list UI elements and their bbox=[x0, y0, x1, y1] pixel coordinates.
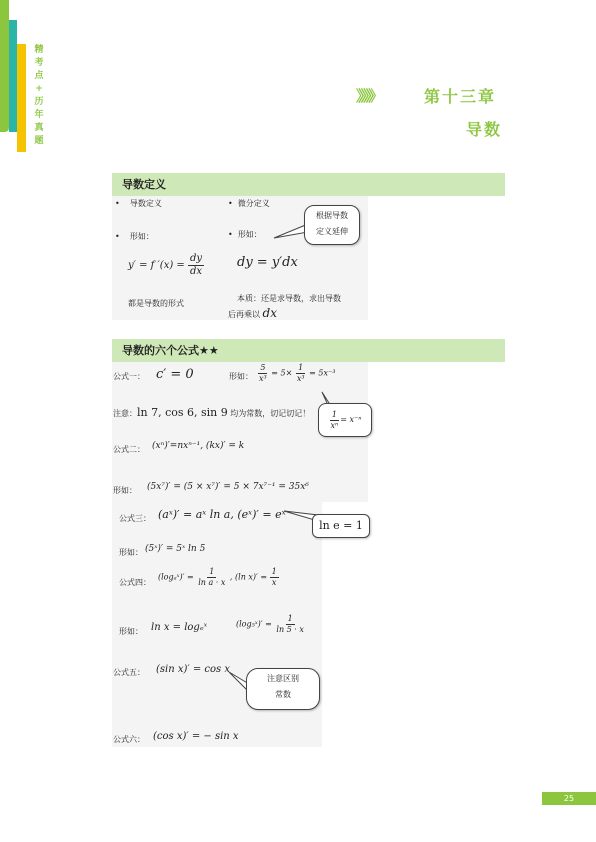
page-number: 25 bbox=[563, 794, 575, 803]
callout-ln-e: ln e = 1 bbox=[312, 514, 370, 538]
note-var: dx bbox=[262, 306, 277, 320]
formula4-example1: ln x = logₑˣ bbox=[151, 622, 208, 633]
bullet-form-right: • 形如： bbox=[228, 230, 262, 239]
note-label: 注意： bbox=[113, 409, 137, 418]
formula1-example bbox=[257, 364, 335, 383]
callout-reciprocal bbox=[318, 403, 372, 437]
right-note-line2 bbox=[228, 306, 277, 320]
denominator: dx bbox=[190, 266, 203, 277]
formula6-label: 公式六： bbox=[113, 735, 145, 744]
chapter-title: 第十三章 bbox=[424, 87, 497, 106]
fraction bbox=[270, 568, 279, 587]
sidebar-char: 题 bbox=[34, 136, 44, 146]
sidebar-char: + bbox=[35, 84, 43, 94]
bullet-differential-definition: • 微分定义 bbox=[228, 199, 270, 208]
formula-mid: , (ln x)′ = bbox=[229, 572, 268, 582]
sidebar-char: 历 bbox=[34, 97, 44, 107]
sidebar-char: 真 bbox=[34, 123, 44, 133]
formula2-label: 公式二： bbox=[113, 445, 145, 454]
bullet-label: 形如： bbox=[237, 230, 262, 239]
numerator: 1 bbox=[271, 567, 277, 576]
numerator: dy bbox=[190, 253, 203, 264]
numerator: 1 bbox=[298, 363, 304, 372]
sidebar-char: 点 bbox=[34, 71, 44, 81]
differential-formula: dy = y′dx bbox=[237, 255, 298, 270]
fraction bbox=[257, 364, 269, 383]
sidebar-char: 精 bbox=[34, 45, 44, 55]
formula3: (aˣ)′ = aˣ ln a, (eˣ)′ = eˣ bbox=[158, 508, 286, 521]
section-header-six-formulas: 导数的六个公式★★ bbox=[112, 339, 505, 362]
bullet-label: 微分定义 bbox=[237, 199, 270, 208]
fraction bbox=[329, 411, 341, 430]
denominator: x bbox=[271, 578, 277, 587]
formula1-label: 公式一： bbox=[113, 372, 145, 381]
callout-line: 根据导数 bbox=[316, 211, 348, 220]
right-note-line1: 本质：还是求导数，求出导数 bbox=[237, 294, 341, 303]
formula5-label: 公式五： bbox=[113, 668, 145, 677]
denominator: x³ bbox=[296, 374, 305, 383]
formula4-example-label: 形如： bbox=[119, 627, 143, 636]
bullet-form-left: • 形如： bbox=[115, 232, 154, 241]
formula2-example-label: 形如： bbox=[113, 486, 137, 495]
formula1: c′ = 0 bbox=[156, 367, 194, 382]
section-header-definition: 导数定义 bbox=[112, 173, 505, 196]
numerator: 5 bbox=[260, 363, 266, 372]
formula5: (sin x)′ = cos x bbox=[156, 664, 230, 675]
formula3-label: 公式三： bbox=[119, 514, 151, 523]
constants-note bbox=[113, 406, 310, 419]
formula3-example-label: 形如： bbox=[119, 548, 143, 557]
formula4-example2 bbox=[236, 615, 306, 634]
derivative-formula bbox=[128, 254, 204, 277]
left-note: 都是导数的形式 bbox=[128, 299, 184, 308]
callout-rhs: = x⁻ⁿ bbox=[340, 415, 362, 424]
formula6: (cos x)′ = − sin x bbox=[153, 731, 239, 742]
callout-line: 注意区别 bbox=[267, 674, 299, 683]
numerator: 1 bbox=[209, 567, 215, 576]
formula2: (xⁿ)′=nxⁿ⁻¹, (kx)′ = k bbox=[152, 441, 245, 451]
fraction bbox=[196, 568, 227, 587]
denominator: ln a · x bbox=[198, 578, 226, 587]
header-chevrons: 》》》》》》 bbox=[356, 87, 379, 105]
denominator: x³ bbox=[259, 374, 267, 383]
bullet-label: 导数定义 bbox=[129, 199, 162, 208]
denominator: xⁿ bbox=[330, 420, 339, 430]
page-number-badge bbox=[542, 792, 596, 805]
fraction bbox=[274, 615, 305, 634]
sidebar-char: 考 bbox=[34, 58, 44, 68]
callout-line: 常数 bbox=[275, 690, 291, 699]
fraction bbox=[188, 254, 204, 277]
formula-lhs: (logₐˣ)′ = bbox=[158, 572, 194, 582]
left-yellow-bar bbox=[17, 44, 26, 152]
subject-title: 导数 bbox=[466, 120, 503, 139]
formula-mid: = 5× bbox=[271, 368, 293, 378]
formula1-example-label: 形如： bbox=[229, 372, 253, 381]
formula-end: = 5x⁻³ bbox=[309, 368, 336, 378]
callout-definition-extension bbox=[304, 205, 360, 245]
formula4-label: 公式四： bbox=[119, 578, 151, 587]
formula-lhs: (log₅ˣ)′ = bbox=[236, 619, 272, 629]
formula-lhs: y′ = f ′(x) = bbox=[128, 260, 185, 271]
sidebar-vertical-title bbox=[33, 44, 45, 148]
sidebar-char: 年 bbox=[34, 110, 44, 120]
note-text: 后再乘以 bbox=[228, 310, 260, 319]
bullet-label: 形如： bbox=[129, 232, 154, 241]
callout-distinguish-constant bbox=[246, 668, 320, 710]
left-teal-bar bbox=[9, 20, 17, 132]
denominator: ln 5 · x bbox=[276, 625, 304, 634]
formula2-example: (5x⁷)′ = (5 × x⁷)′ = 5 × 7x⁷⁻¹ = 35x⁶ bbox=[147, 482, 309, 492]
fraction bbox=[295, 364, 307, 383]
left-green-bar bbox=[0, 0, 9, 132]
bullet-derivative-definition: • 导数定义 bbox=[115, 199, 162, 208]
formula3-example: (5ˣ)′ = 5ˣ ln 5 bbox=[145, 544, 206, 554]
numerator: 1 bbox=[331, 409, 337, 419]
formula4 bbox=[158, 568, 279, 587]
callout-line: 定义延伸 bbox=[316, 227, 348, 236]
note-text: 均为常数，切记切记！ bbox=[230, 409, 311, 418]
numerator: 1 bbox=[287, 614, 293, 623]
note-formula: ln 7, cos 6, sin 9 bbox=[137, 406, 228, 419]
